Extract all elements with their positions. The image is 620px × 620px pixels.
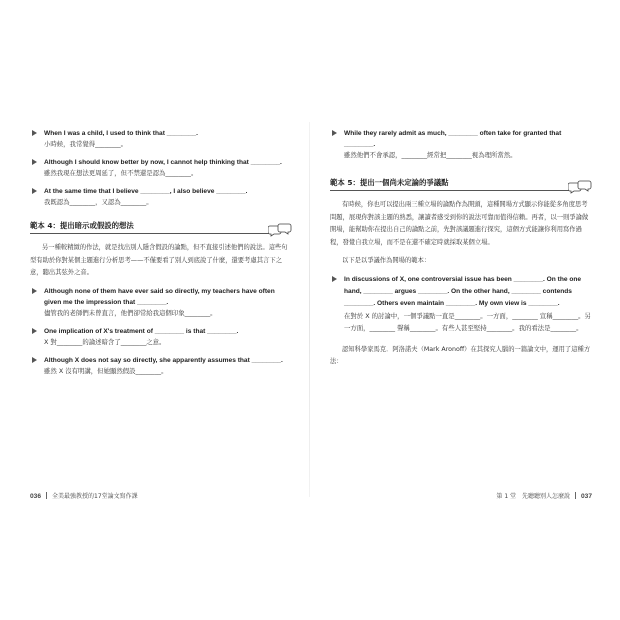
right-page bbox=[330, 128, 592, 375]
example-intro: 以下是以爭議作為開場的範本： bbox=[342, 257, 431, 264]
template-english: In discussions of X, one controversial issue has been ________. On the one hand, ________ argues ________. On the other hand, ________ contends ________. Others even maintain ________. My own view is ________. bbox=[344, 275, 582, 307]
bullet-triangle-icon bbox=[332, 276, 337, 282]
left-page-footer bbox=[30, 491, 138, 500]
template-english: Although I should know better by now, I cannot help thinking that ________. bbox=[44, 159, 282, 166]
heading-rule bbox=[330, 190, 570, 191]
template-item bbox=[330, 128, 592, 161]
template-chinese: 儘管我的老師們未曾直言，他們卻常給我這個印象________。 bbox=[44, 308, 217, 317]
running-chapter-title: 先聽聽別人怎麼說 bbox=[521, 493, 570, 500]
footer-divider bbox=[46, 492, 47, 499]
running-book-title: 全美最強教授的17堂論文寫作課 bbox=[52, 493, 138, 500]
template-item bbox=[30, 128, 292, 150]
section-heading-text: 範本 5：提出一個尚未定論的爭議點 bbox=[330, 178, 449, 187]
template-item bbox=[30, 286, 292, 319]
section-heading-text: 範本 4：提出暗示或假設的想法 bbox=[30, 221, 134, 230]
template-chinese: 雖然我現在想法更周延了，但不禁還是認為________。 bbox=[44, 169, 198, 177]
bullet-triangle-icon bbox=[32, 357, 37, 363]
bullet-triangle-icon bbox=[332, 130, 337, 136]
template-english: At the same time that I believe ________, I also believe ________. bbox=[44, 188, 248, 195]
template-item bbox=[330, 274, 592, 334]
template-chinese: X 對________的論述暗含了________之意。 bbox=[44, 337, 166, 346]
section-heading bbox=[30, 218, 292, 234]
closing-paragraph: 認知科學家馬克．阿洛諾夫（Mark Aronoff）在其探究人腦的一篇論文中，運用了這種方法： bbox=[330, 345, 591, 365]
template-item bbox=[30, 326, 292, 348]
speech-bubbles-icon bbox=[268, 223, 292, 237]
section-body: 另一種較精緻的作法，就是找出別人隱含假設的論點，但不直接引述他們的說法。這些句型有助於你對某個主題進行分析思考——不僅要看了別人到底說了什麼，還要考慮其言下之意，聽出其弦外之音。 bbox=[30, 244, 288, 276]
bullet-triangle-icon bbox=[32, 288, 37, 294]
page-number: 036 bbox=[30, 493, 42, 500]
footer-divider bbox=[575, 492, 576, 499]
section-body: 有時候，你也可以提出兩三種立場的論點作為開頭，這種開場方式顯示你能從多角度思考問題，展現你對該主題的熟悉，讓讀者感受到你的說法可靠而值得信賴。再者，以一則爭論做開場，能幫助你在提出自己的論點之前，先對該議題進行探究，這個方式能讓你利用寫作過程，發覺自我立場，而不是在還不確定時就採取某個立場。 bbox=[330, 201, 589, 246]
template-english: One implication of X's treatment of ________ is that ________. bbox=[44, 327, 239, 335]
bullet-triangle-icon bbox=[32, 328, 37, 334]
bullet-triangle-icon bbox=[32, 130, 37, 136]
template-chinese: 雖然他們不會承認，________經常把________視為理所當然。 bbox=[344, 151, 517, 159]
template-english: While they rarely admit as much, ________ often take for granted that ________. bbox=[344, 130, 562, 148]
left-page bbox=[30, 128, 292, 384]
bullet-triangle-icon bbox=[32, 159, 37, 165]
right-page-footer bbox=[496, 491, 592, 500]
chapter-label: 第 1 堂 bbox=[496, 493, 517, 500]
bullet-triangle-icon bbox=[32, 188, 37, 194]
page-gutter bbox=[309, 122, 310, 497]
template-item bbox=[30, 355, 292, 377]
template-chinese: 小時候，我常覺得________。 bbox=[44, 140, 128, 148]
template-english: Although none of them have ever said so directly, my teachers have often given me the impression that ________. bbox=[44, 287, 275, 306]
template-english: Although X does not say so directly, she apparently assumes that ________. bbox=[44, 356, 283, 364]
template-chinese: 雖然 X 沒有明講，但她顯然假設________。 bbox=[44, 366, 168, 375]
template-item bbox=[30, 157, 292, 179]
template-chinese: 我既認為________，又認為________。 bbox=[44, 198, 153, 206]
template-item bbox=[30, 186, 292, 208]
page-number: 037 bbox=[580, 493, 592, 500]
speech-bubbles-icon bbox=[568, 180, 592, 194]
heading-rule bbox=[30, 233, 270, 234]
section-heading bbox=[330, 175, 592, 191]
template-chinese: 在對於 X 的討論中，一個爭議點一直是________。一方面，________ 宣稱________。另一方面，________ 聲稱________。有些人甚至堅持________。我的看法是________。 bbox=[344, 311, 591, 332]
template-english: When I was a child, I used to think that ________. bbox=[44, 130, 198, 137]
